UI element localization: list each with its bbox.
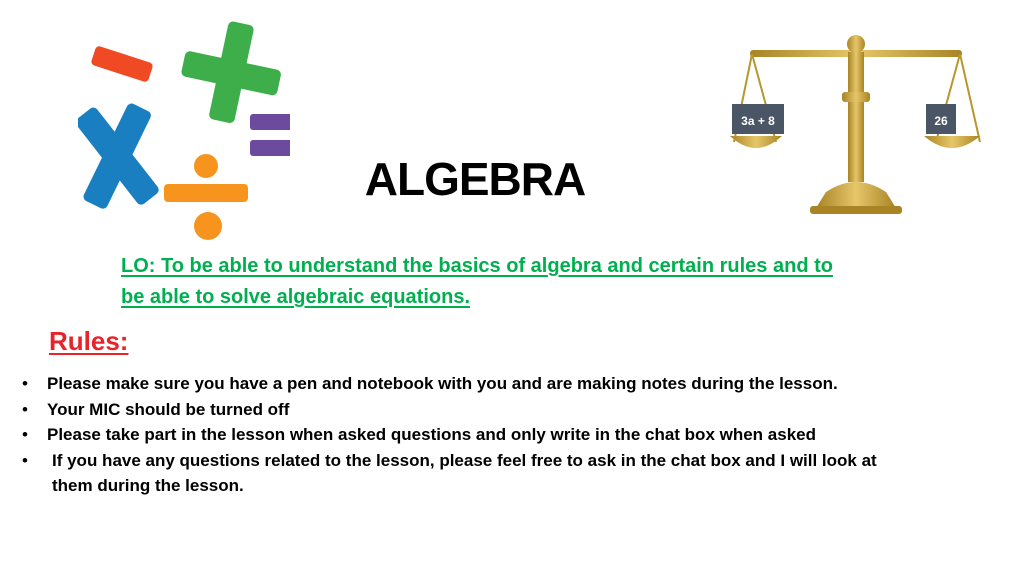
slide-title: ALGEBRA	[364, 153, 586, 205]
learning-objective	[121, 251, 921, 313]
rules-list	[18, 371, 878, 499]
math-operators-clipart	[78, 14, 290, 246]
balance-scale-clipart	[730, 32, 982, 218]
rule-item: • If you have any questions related to the lesson, please feel free to ask in the chat box and I will look at them during the lesson.	[18, 448, 878, 499]
left-pan-label: 3a + 8	[741, 114, 775, 128]
learning-objective-line: be able to solve algebraic equations.	[121, 286, 470, 308]
learning-objective-line: LO: To be able to understand the basics of algebra and certain rules and to	[121, 255, 833, 277]
rule-item: • Please take part in the lesson when asked questions and only write in the chat box when asked	[18, 422, 878, 448]
rule-item: • Your MIC should be turned off	[18, 397, 878, 423]
rule-item: • Please make sure you have a pen and notebook with you and are making notes during the lesson.	[18, 371, 878, 397]
rules-heading: Rules:	[49, 326, 129, 356]
right-pan-label: 26	[934, 114, 948, 128]
